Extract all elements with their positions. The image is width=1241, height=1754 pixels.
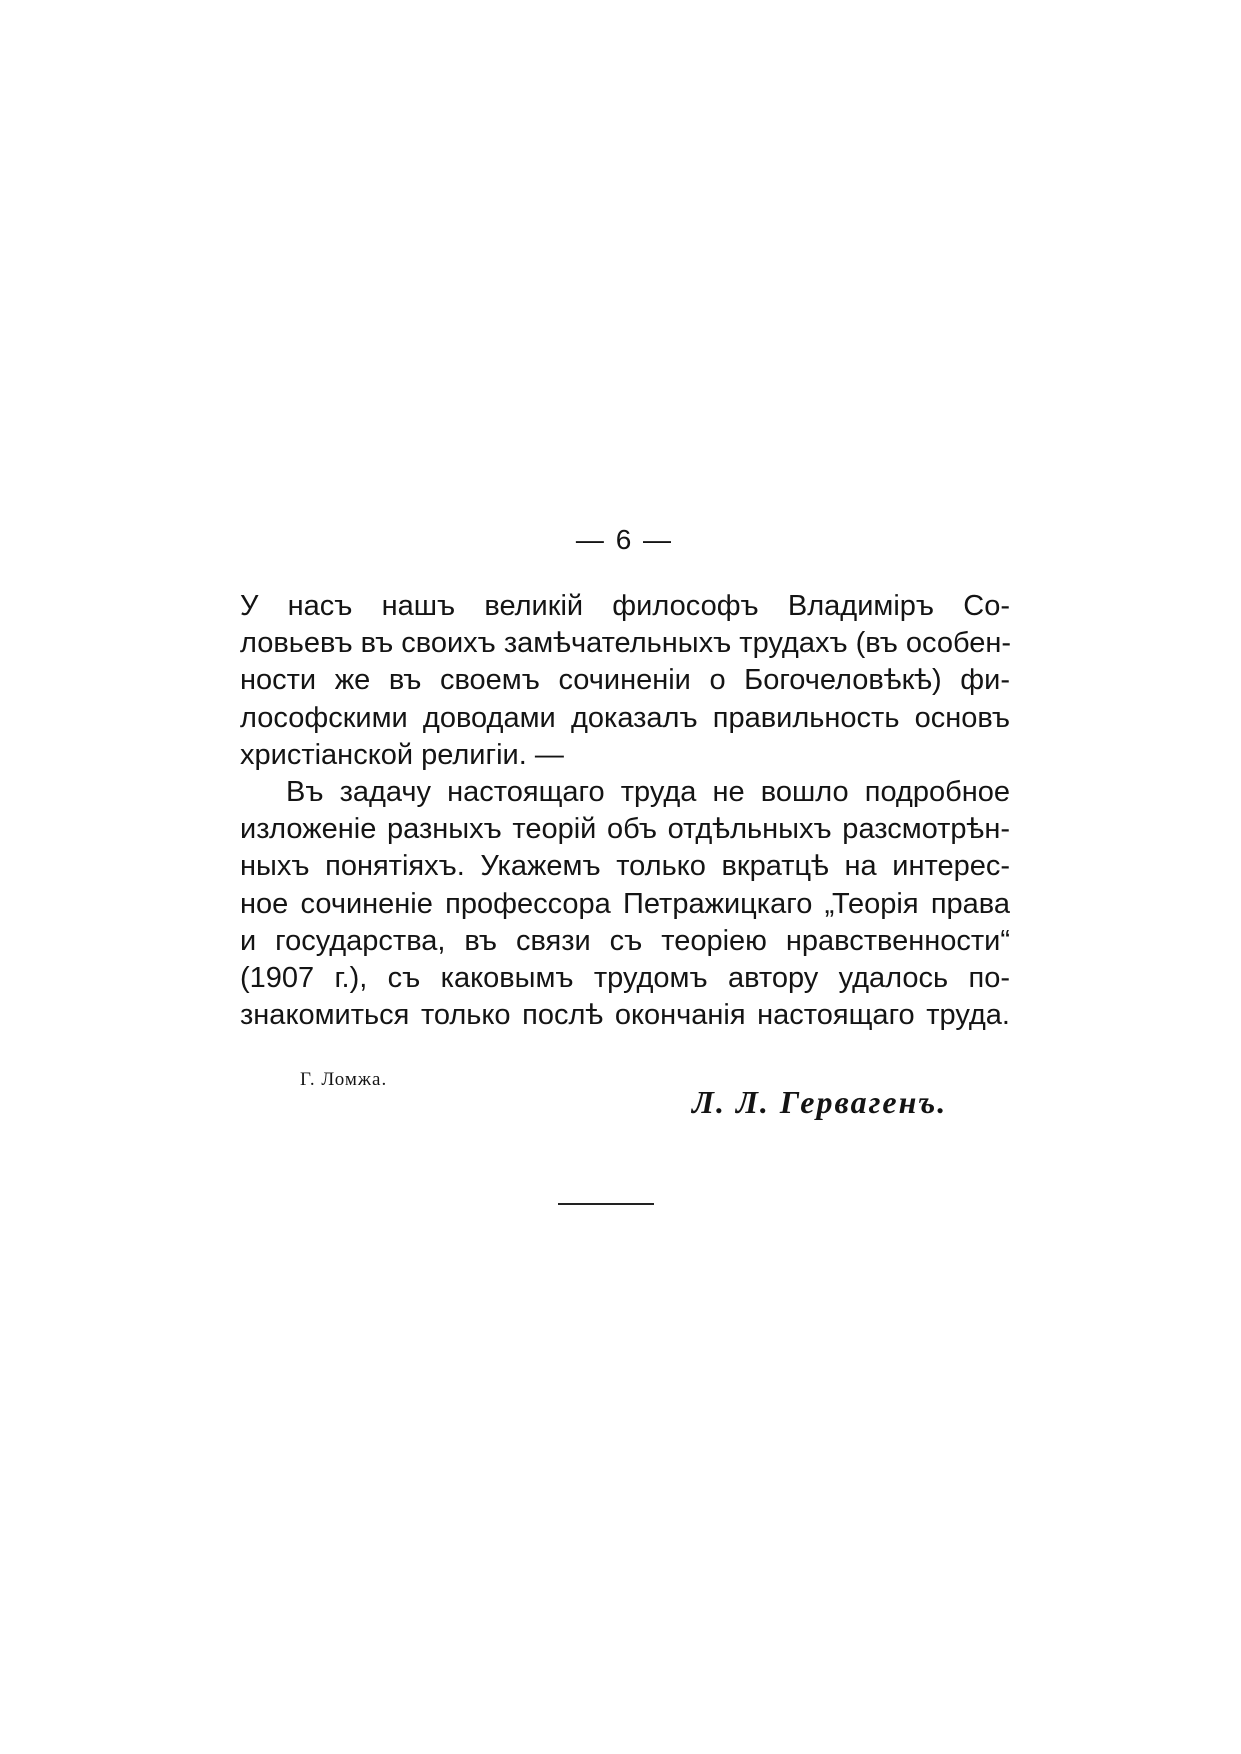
text-line: изложеніе разныхъ теорій объ отдѣльныхъ разсмотрѣн- (240, 813, 1010, 846)
page-number: — 6 — (575, 524, 674, 555)
text-line: ныхъ понятіяхъ. Укажемъ только вкратцѣ на интерес- (240, 850, 1010, 883)
paragraph-2 (240, 774, 1010, 1034)
closing-rule (558, 1203, 654, 1205)
paragraph-1 (240, 588, 1010, 774)
text-line: ное сочиненіе профессора Петражицкаго „Теорія права (240, 887, 1010, 920)
text-line: Въ задачу настоящаго труда не вошло подробное (286, 776, 1010, 809)
text-line: (1907 г.), съ каковымъ трудомъ автору удалось по- (240, 962, 1010, 995)
text-line: знакомиться только послѣ окончанія настоящаго труда. (240, 999, 1010, 1032)
text-line: лософскими доводами доказалъ правильность основъ (240, 701, 1010, 734)
place-of-writing: Г. Ломжа. (300, 1069, 388, 1090)
body-text (240, 588, 1010, 1034)
text-line: и государства, въ связи съ теоріею нравственности“ (240, 924, 1010, 957)
text-line: ности же въ своемъ сочиненіи о Богочеловѣкѣ) фи- (240, 664, 1010, 697)
text-line: христіанской религіи. — (240, 738, 564, 771)
text-line: У насъ нашъ великій философъ Владиміръ Со- (240, 590, 1010, 622)
author-signature: Л. Л. Гервагенъ. (692, 1084, 948, 1120)
text-line: ловьевъ въ своихъ замѣчательныхъ трудахъ (въ особен- (240, 627, 1012, 660)
